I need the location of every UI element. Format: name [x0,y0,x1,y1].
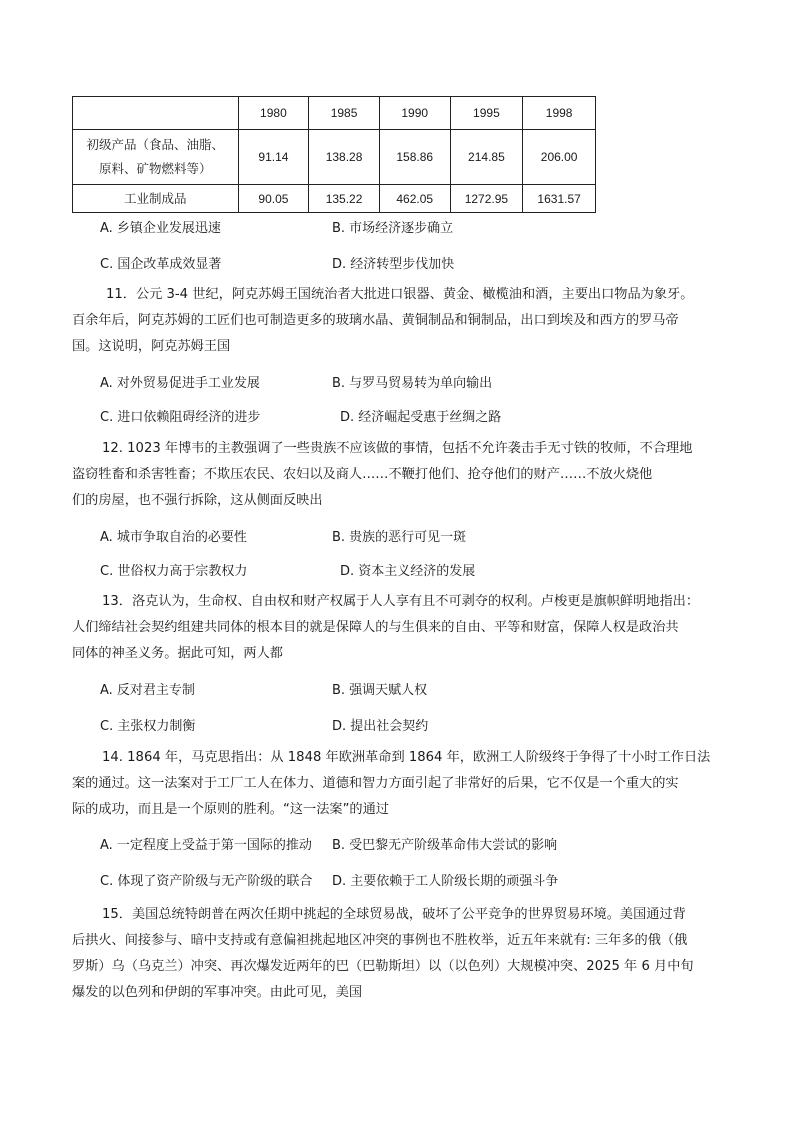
stem-line: 们的房屋，也不强行拆除，这从侧面反映出 [72,493,323,508]
stem-line: 13．洛克认为，生命权、自由权和财产权属于人人享有且不可剥夺的权利。卢梭更是旗帜鲜明地指出： [102,594,700,609]
table-year-header: 1998 [523,97,596,130]
table-year-header: 1995 [450,97,523,130]
q13-option-c[interactable]: C. 主张权力制衡 [100,719,196,734]
stem-line: 际的成功，而且是一个原则的胜利。“这一法案”的通过 [72,802,389,817]
table-cell: 462.05 [379,185,450,213]
q12-option-d[interactable]: D. 资本主义经济的发展 [340,564,476,579]
table-cell: 138.28 [309,130,380,185]
stem-line: 爆发的以色列和伊朗的军事冲突。由此可见，美国 [72,985,363,1000]
stem-line: 国。这说明，阿克苏姆王国 [72,339,231,354]
table-year-header: 1980 [238,97,309,130]
q12-stem [72,436,734,514]
q13-stem [72,589,734,667]
q12-option-c[interactable]: C. 世俗权力高于宗教权力 [100,564,248,579]
table-cell: 214.85 [450,130,523,185]
q10-option-d[interactable]: D. 经济转型步伐加快 [332,257,455,272]
q14-option-a[interactable]: A. 一定程度上受益于第一国际的推动 [100,838,312,853]
table-cell: 91.14 [238,130,309,185]
q11-option-b[interactable]: B. 与罗马贸易转为单向输出 [332,376,493,391]
stem-line: 14. 1864 年，马克思指出：从 1848 年欧洲革命到 1864 年，欧洲工人阶级终于争得了十小时工作日法 [102,750,711,765]
q13-option-b[interactable]: B. 强调天赋人权 [332,683,428,698]
q11-option-a[interactable]: A. 对外贸易促进手工业发展 [100,376,260,391]
q10-option-a[interactable]: A. 乡镇企业发展迅速 [100,221,221,236]
q14-option-d[interactable]: D. 主要依赖于工人阶级长期的顽强斗争 [332,874,559,889]
q14-option-c[interactable]: C. 体现了资产阶级与无产阶级的联合 [100,874,313,889]
table-corner-cell [73,97,239,130]
table-row [73,130,596,185]
table-row-label [73,130,239,185]
stem-line: 盗窃牲畜和杀害牲畜；不欺压农民、农妇以及商人……不鞭打他们、抢夺他们的财产……不放火烧他 [72,467,653,482]
stem-line: 案的通过。这一法案对于工厂工人在体力、道德和智力方面引起了非常好的后果，它不仅是一个重大的实 [72,776,679,791]
stem-line: 罗斯）乌（乌克兰）冲突、再次爆发近两年的巴（巴勒斯坦）以（以色列）大规模冲突、2025 年 6 月中旬 [72,959,694,974]
stem-line: 15．美国总统特朗普在两次任期中挑起的全球贸易战，破坏了公平竞争的世界贸易环境。美国通过背 [102,907,686,922]
table-row-label: 工业制成品 [73,185,239,213]
table-row [73,185,596,213]
stem-line: 百余年后，阿克苏姆的工匠们也可制造更多的玻璃水晶、黄铜制品和铜制品，出口到埃及和西方的罗马帝 [72,313,679,328]
q10-option-c[interactable]: C. 国企改革成效显著 [100,257,222,272]
q12-option-a[interactable]: A. 城市争取自治的必要性 [100,530,247,545]
q13-option-d[interactable]: D. 提出社会契约 [332,719,429,734]
table-header-row [73,97,596,130]
stem-line: 12. 1023 年博韦的主教强调了一些贵族不应该做的事情，包括不允许袭击手无寸铁的牧师，不合理地 [102,441,693,456]
stem-line: 11．公元 3-4 世纪，阿克苏姆王国统治者大批进口银器、黄金、橄榄油和酒，主要出口物品为象牙。 [106,287,694,302]
table-cell: 158.86 [379,130,450,185]
q12-option-b[interactable]: B. 贵族的恶行可见一斑 [332,530,467,545]
stem-line: 同体的神圣义务。据此可知，两人都 [72,646,283,661]
q14-option-b[interactable]: B. 受巴黎无产阶级革命伟大尝试的影响 [332,838,558,853]
table-cell: 135.22 [309,185,380,213]
q11-option-c[interactable]: C. 进口依赖阻碍经济的进步 [100,410,261,425]
trade-data-table [72,96,596,213]
table-cell: 206.00 [523,130,596,185]
table-cell: 90.05 [238,185,309,213]
table-cell: 1272.95 [450,185,523,213]
q11-option-d[interactable]: D. 经济崛起受惠于丝绸之路 [340,410,502,425]
q10-option-b[interactable]: B. 市场经济逐步确立 [332,221,454,236]
q15-stem [72,902,734,1006]
q13-option-a[interactable]: A. 反对君主专制 [100,683,195,698]
row-label-line: 初级产品（食品、油脂、 [86,137,225,152]
table-cell: 1631.57 [523,185,596,213]
q14-stem [72,745,734,823]
table-year-header: 1990 [379,97,450,130]
q11-stem [72,282,734,360]
row-label-line: 原料、矿物燃料等） [99,161,212,176]
stem-line: 后拱火、间接参与、暗中支持或有意偏袒挑起地区冲突的事例也不胜枚举，近五年来就有: 三年多的俄（俄 [72,933,688,948]
stem-line: 人们缔结社会契约组建共同体的根本目的就是保障人的与生俱来的自由、平等和财富，保障人权是政治共 [72,620,679,635]
table-year-header: 1985 [309,97,380,130]
